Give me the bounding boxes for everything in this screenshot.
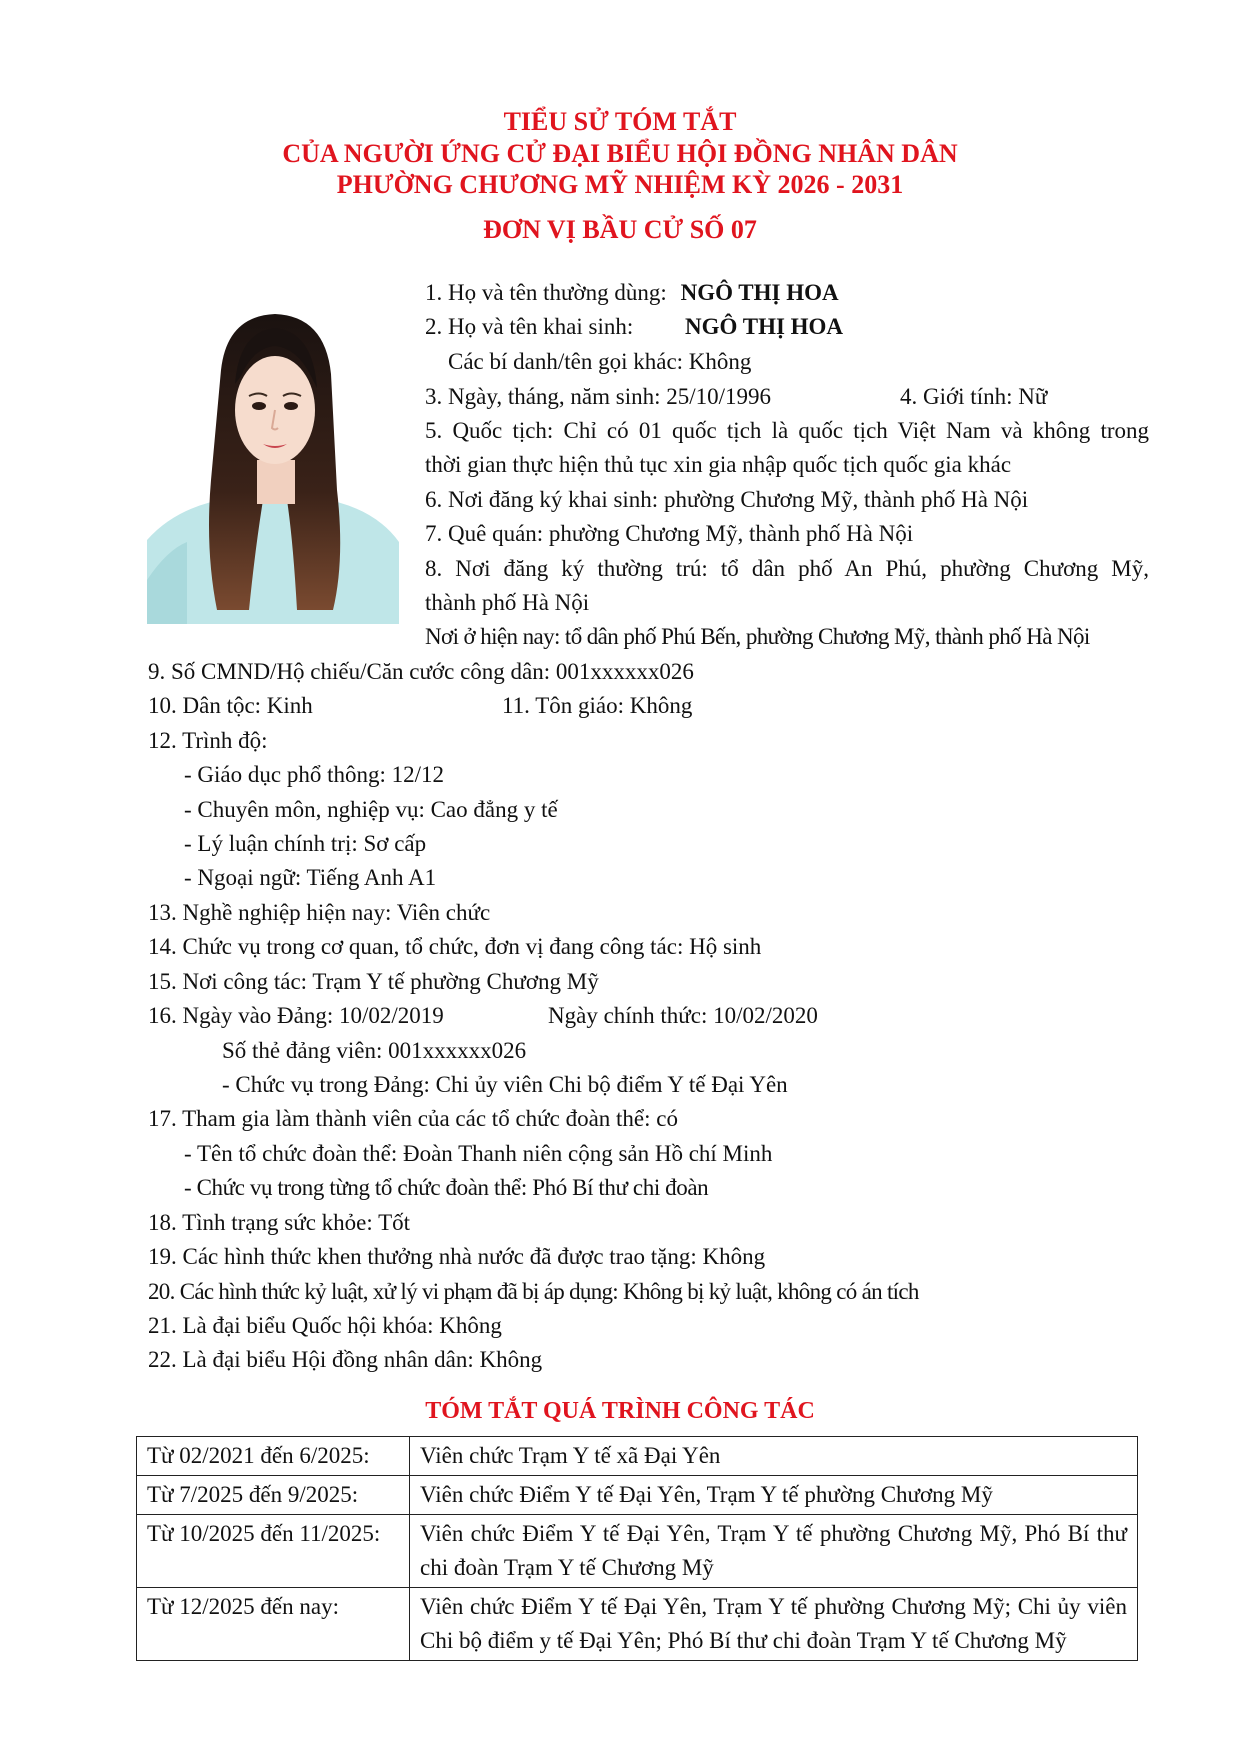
field-party-card: Số thẻ đảng viên: 001xxxxxx026 — [222, 1038, 527, 1063]
field-council-delegate: 22. Là đại biểu Hội đồng nhân dân: Không — [148, 1347, 543, 1372]
field-edu-language: - Ngoại ngữ: Tiếng Anh A1 — [184, 865, 437, 890]
document-title: TIỂU SỬ TÓM TẮT — [503, 107, 737, 136]
field-workplace: 15. Nơi công tác: Trạm Y tế phường Chương Mỹ — [148, 969, 599, 994]
work-detail: Viên chức Điểm Y tế Đại Yên, Trạm Y tế phường Chương Mỹ, Phó Bí thư chi đoàn Trạm Y tế Chương Mỹ — [410, 1515, 1138, 1588]
field-ethnicity: 10. Dân tộc: Kinh — [148, 693, 313, 718]
field-org-member: 17. Tham gia làm thành viên của các tổ chức đoàn thể: có — [148, 1106, 678, 1131]
field-position: 14. Chức vụ trong cơ quan, tổ chức, đơn vị đang công tác: Hộ sinh — [148, 934, 762, 959]
field-birthplace: 6. Nơi đăng ký khai sinh: phường Chương Mỹ, thành phố Hà Nội — [425, 487, 1029, 512]
candidate-photo — [147, 310, 399, 624]
field-org-position: - Chức vụ trong từng tổ chức đoàn thể: Phó Bí thư chi đoàn — [184, 1175, 709, 1200]
work-history-table — [136, 1436, 1138, 1661]
field-nationality-cont: thời gian thực hiện thủ tục xin gia nhập quốc tịch quốc gia khác — [425, 452, 1012, 477]
table-row — [137, 1588, 1138, 1661]
table-row — [137, 1437, 1138, 1476]
work-period: Từ 10/2025 đến 11/2025: — [137, 1515, 410, 1588]
field-gender: 4. Giới tính: Nữ — [900, 384, 1048, 409]
document-subtitle-line2: PHƯỜNG CHƯƠNG MỸ NHIỆM KỲ 2026 - 2031 — [336, 170, 904, 199]
common-name-value: NGÔ THỊ HOA — [680, 280, 839, 305]
work-detail: Viên chức Trạm Y tế xã Đại Yên — [410, 1437, 1138, 1476]
field-education: 12. Trình độ: — [148, 728, 268, 753]
field-na-delegate: 21. Là đại biểu Quốc hội khóa: Không — [148, 1313, 502, 1338]
field-occupation: 13. Nghề nghiệp hiện nay: Viên chức — [148, 900, 491, 925]
electoral-unit: ĐƠN VỊ BẦU CỬ SỐ 07 — [483, 215, 757, 244]
birth-name-value: NGÔ THỊ HOA — [685, 314, 844, 339]
field-party-official: Ngày chính thức: 10/02/2020 — [548, 1003, 818, 1028]
field-party-position: - Chức vụ trong Đảng: Chi ủy viên Chi bộ điểm Y tế Đại Yên — [222, 1072, 788, 1097]
field-alias: Các bí danh/tên gọi khác: Không — [448, 349, 752, 374]
field-discipline: 20. Các hình thức kỷ luật, xử lý vi phạm đã bị áp dụng: Không bị kỷ luật, không có án tích — [148, 1279, 919, 1304]
field-party-join: 16. Ngày vào Đảng: 10/02/2019 — [148, 1003, 444, 1028]
field-residence-cont: thành phố Hà Nội — [425, 590, 590, 615]
field-residence: 8. Nơi đăng ký thường trú: tổ dân phố An Phú, phường Chương Mỹ, — [425, 556, 1149, 581]
work-period: Từ 02/2021 đến 6/2025: — [137, 1437, 410, 1476]
field-dob: 3. Ngày, tháng, năm sinh: 25/10/1996 — [425, 384, 772, 409]
field-current-address: Nơi ở hiện nay: tổ dân phố Phú Bến, phường Chương Mỹ, thành phố Hà Nội — [425, 624, 1090, 649]
work-detail: Viên chức Điểm Y tế Đại Yên, Trạm Y tế phường Chương Mỹ; Chi ủy viên Chi bộ điểm y tế Đại Yên; Phó Bí thư chi đoàn Trạm Y tế Chương Mỹ — [410, 1588, 1138, 1661]
field-health: 18. Tình trạng sức khỏe: Tốt — [148, 1210, 411, 1235]
field-edu-political: - Lý luận chính trị: Sơ cấp — [184, 831, 427, 856]
work-period: Từ 7/2025 đến 9/2025: — [137, 1476, 410, 1515]
work-detail: Viên chức Điểm Y tế Đại Yên, Trạm Y tế phường Chương Mỹ — [410, 1476, 1138, 1515]
field-birth-name: 2. Họ và tên khai sinh: NGÔ THỊ HOA — [425, 314, 844, 339]
table-row — [137, 1476, 1138, 1515]
table-row — [137, 1515, 1138, 1588]
field-awards: 19. Các hình thức khen thưởng nhà nước đã được trao tặng: Không — [148, 1244, 766, 1269]
field-edu-general: - Giáo dục phổ thông: 12/12 — [184, 762, 444, 787]
field-edu-professional: - Chuyên môn, nghiệp vụ: Cao đẳng y tế — [184, 797, 558, 822]
field-common-name: 1. Họ và tên thường dùng: NGÔ THỊ HOA — [425, 280, 839, 305]
field-religion: 11. Tôn giáo: Không — [502, 693, 693, 718]
work-period: Từ 12/2025 đến nay: — [137, 1588, 410, 1661]
work-history-title: TÓM TẮT QUÁ TRÌNH CÔNG TÁC — [425, 1398, 815, 1424]
document-subtitle-line1: CỦA NGƯỜI ỨNG CỬ ĐẠI BIỂU HỘI ĐỒNG NHÂN DÂN — [282, 139, 958, 168]
field-nationality: 5. Quốc tịch: Chỉ có 01 quốc tịch là quốc tịch Việt Nam và không trong — [425, 418, 1149, 443]
field-id-number: 9. Số CMND/Hộ chiếu/Căn cước công dân: 001xxxxxx026 — [148, 659, 694, 684]
field-org-name: - Tên tổ chức đoàn thể: Đoàn Thanh niên cộng sản Hồ chí Minh — [184, 1141, 773, 1166]
field-hometown: 7. Quê quán: phường Chương Mỹ, thành phố Hà Nội — [425, 521, 914, 546]
